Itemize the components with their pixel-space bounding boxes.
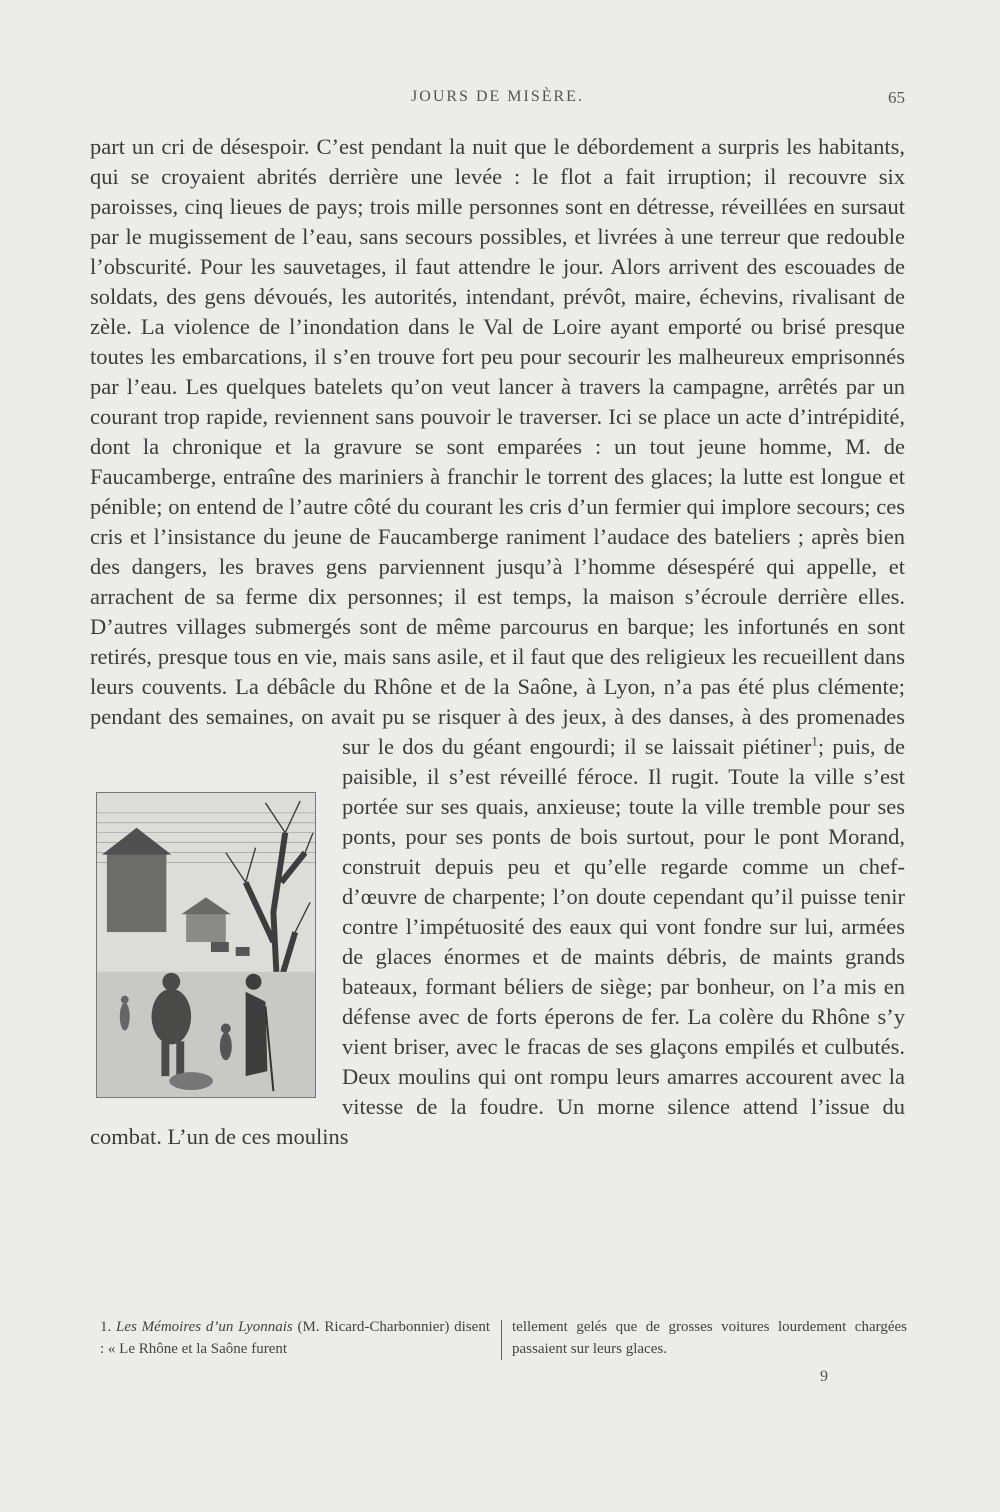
footnote-right-column: tellement gelés que de grosses voitures lourdement chargées passaient sur leurs glaces. [512,1319,907,1357]
footnote-divider [501,1320,502,1360]
engraving-drawing [97,793,315,1097]
main-paragraph [90,132,905,1152]
engraving-illustration [96,792,316,1098]
running-title: JOURS DE MISÈRE. [411,88,584,105]
footnote-title: Les Mémoires d’un Lyonnais [116,1319,293,1335]
footnote-left-column [100,1316,490,1360]
body-text [90,132,905,1152]
paragraph-part-1: part un cri de désespoir. C’est pendant la nuit que le débordement a surpris les habitants, qui se croyaient abrités derrière une levée : le flot a fait irruption; il recouvre six paroisses, cinq lieues de pays; trois mille personnes sont en détresse, réveillées en sursaut par le mugissement de l’eau, sans secours possibles, et livrées à une terreur que redouble l’obscurité. Pour les sauvetages, il faut attendre le jour. Alors arrivent des escouades de soldats, des gens dévoués, les autorités, intendant, prévôt, maire, échevins, rivalisant de zèle. La violence de l’inondation dans le Val de Loire ayant emporté ou brisé presque toutes les embarcations, il s’en trouve fort peu pour secourir les malheureux emprisonnés par l’eau. Les quelques batelets qu’on veut lancer à travers la campagne, arrêtés par un courant trop rapide, reviennent sans pouvoir le traverser. Ici se place un acte d’intrépidité, dont la chronique et la gravure se sont emparées : un tout jeune homme, M. de Faucamberge, entraîne des mariniers à franchir le torrent des glaces; la lutte est longue et pénible; on entend de l’autre côté du courant les cris d’un fermier qui implore secours; ces cris et l’insistance du jeune de Faucamberge raniment l’audace des bateliers ; après bien des dangers, les braves gens parviennent jusqu’à l’homme désespéré qui appelle, et arrachent de sa ferme dix personnes; il est temps, la maison s’écroule derrière elles. D’autres villages submergés sont de même parcourus en barque; les infortunés en sont retirés, presque tous en vie, mais sans asile, et il faut que des religieux les recueillent dans leurs couvents. La débâcle du Rhône et de la Saône, à Lyon, n’a pas été plus clémente; pendant des semaines, on avait pu se risquer à des jeux, à des danses, à des promenades sur le dos du géant engourdi; il se laissait piétiner [90,134,905,759]
page-header [90,88,905,118]
signature-mark: 9 [820,1368,828,1385]
footnotes [100,1316,905,1376]
footnote-reference: 1 [811,733,818,749]
page-number: 65 [888,88,905,107]
paragraph-part-2: ; puis, de paisible, il s’est réveillé féroce. Il rugit. Toute la ville s’est portée sur ses quais, anxieuse; toute la ville tremble pour ses ponts, pour ses ponts de bois surtout, pour le pont Morand, construit depuis peu et qu’elle regarde comme un chef-d’œuvre de charpente; l’on doute cependant qu’il puisse tenir contre l’impétuosité des eaux qui vont fondre sur lui, armées de glaces énormes et de maints débris, de maints grands bateaux, formant béliers de siège; par bonheur, on l’a mis en défense avec de forts éperons de fer. La colère du Rhône s’y vient briser, avec le fracas de ses glaçons empilés et culbutés. Deux moulins qui ont rompu leurs amarres accourent avec la vitesse de la foudre. Un morne silence attend l’issue du combat. L’un de ces moulins [90,734,906,1149]
footnote-left-text: (M. Ricard-Charbonnier) disent : « Le Rhône et la Saône furent [100,1319,490,1357]
footnote-number: 1. [100,1319,112,1335]
